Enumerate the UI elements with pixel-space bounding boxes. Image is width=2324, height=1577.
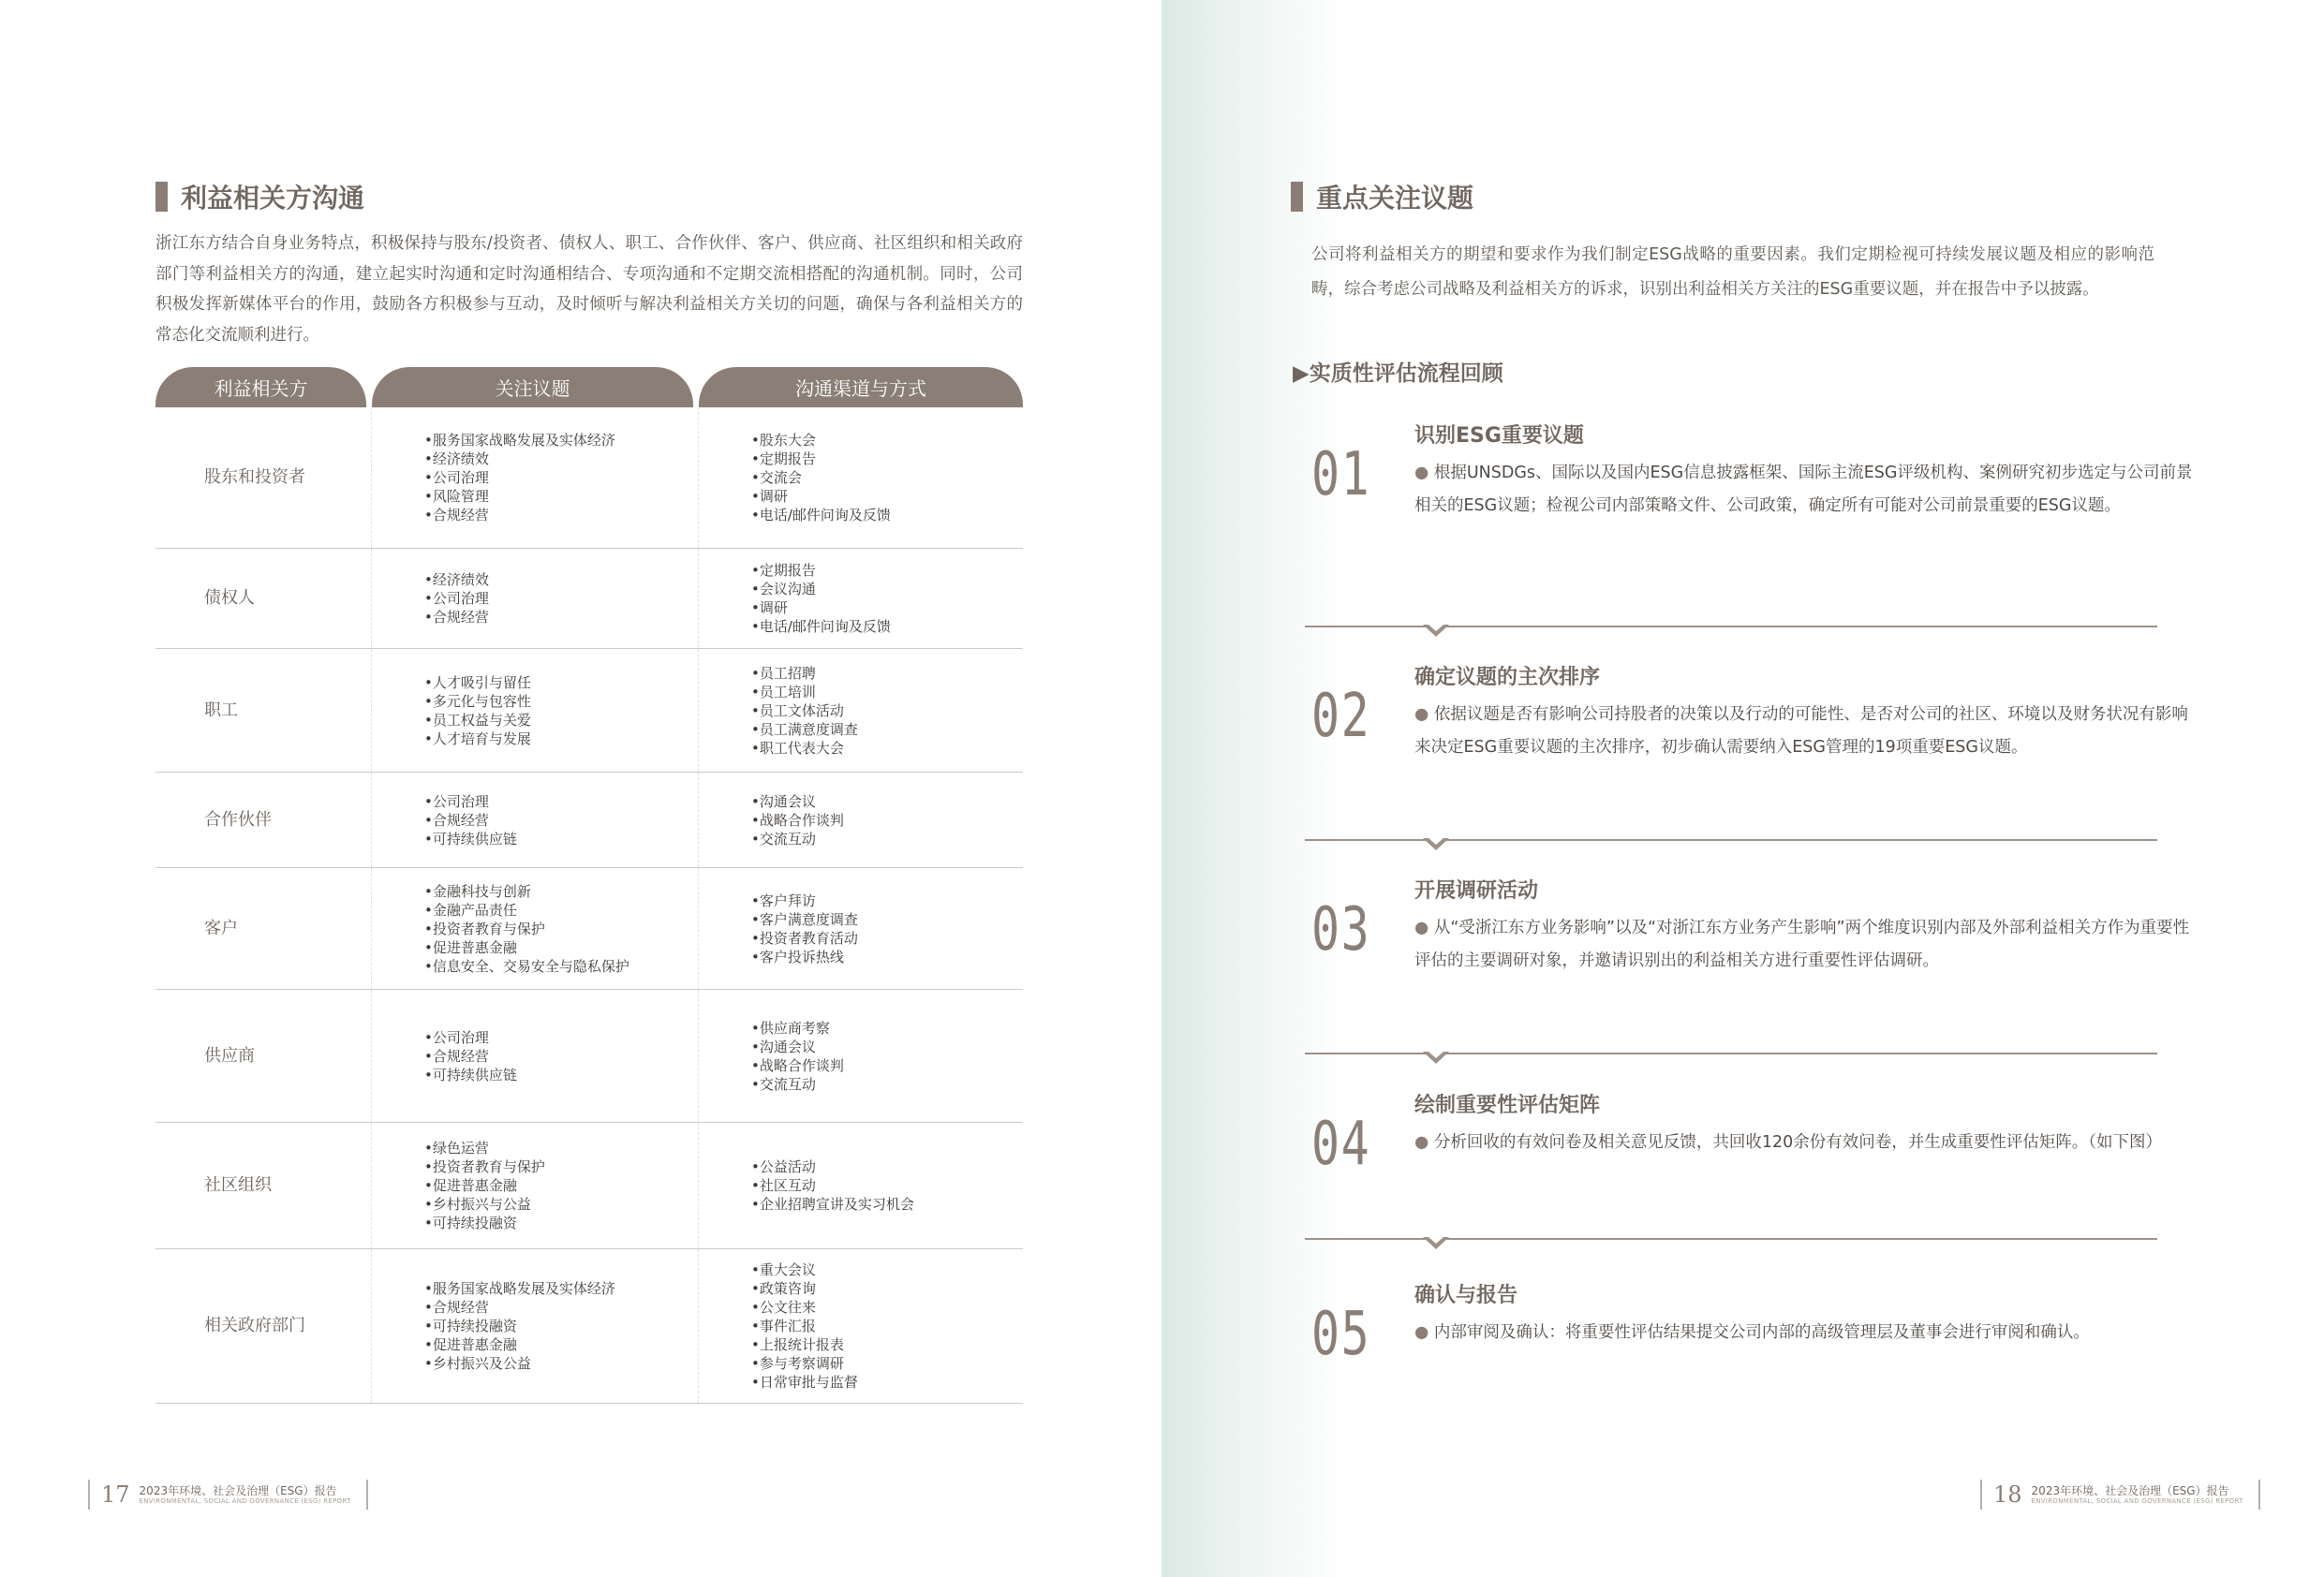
list-item: • 经济绩效: [424, 570, 489, 589]
step-description-text: 根据UNSDGs、国际以及国内ESG信息披露框架、国际主流ESG评级机构、案例研究初步选定与公司前景相关的ESG议题；检视公司内部策略文件、公司政策，确定所有可能对公司前景重要的ESG议题。: [1414, 464, 2193, 515]
page-number: 18: [1993, 1481, 2022, 1508]
list-item: • 金融科技与创新: [424, 882, 629, 901]
list-item: • 促进普惠金融: [424, 1176, 545, 1195]
stakeholder-name: 职工: [155, 649, 372, 772]
step-description-text: 内部审阅及确认：将重要性评估结果提交公司内部的高级管理层及董事会进行审阅和确认。: [1433, 1323, 2090, 1342]
step-title: 确定议题的主次排序: [1414, 666, 1601, 689]
list-item: • 多元化与包容性: [424, 692, 531, 711]
list-item: • 供应商考察: [751, 1019, 844, 1038]
left-intro: 浙江东方结合自身业务特点，积极保持与股东/投资者、债权人、职工、合作伙伴、客户、供应商、社区组织和相关政府部门等利益相关方的沟通，建立起实时沟通和定时沟通相结合、专项沟通和不定期交流相搭配的沟通机制。同时，公司积极发挥新媒体平台的作用，鼓励各方积极参与互动，及时倾听与解决利益相关方关切的问题，确保与各利益相关方的常态化交流顺利进行。: [155, 234, 1023, 345]
list-item: • 职工代表大会: [751, 739, 858, 758]
list-item: • 可持续供应链: [424, 830, 517, 848]
list-item: • 促进普惠金融: [424, 938, 629, 957]
list-item: • 公司治理: [424, 589, 489, 608]
list-item: • 公司治理: [424, 792, 517, 811]
table-body: [155, 407, 1023, 1404]
header-channels: 沟通渠道与方式: [699, 367, 1023, 407]
list-item: • 投资者教育活动: [751, 929, 858, 948]
step-number: 03: [1311, 895, 1371, 965]
channels-list: [699, 649, 1023, 772]
list-item: • 公文往来: [751, 1298, 858, 1317]
footer-title: 2023年环境、社会及治理（ESG）报告: [139, 1483, 337, 1497]
list-item: • 客户投诉热线: [751, 948, 858, 966]
step-title: 确认与报告: [1414, 1284, 1518, 1307]
list-item: • 促进普惠金融: [424, 1335, 615, 1354]
list-item: • 可持续投融资: [424, 1214, 545, 1232]
topics-list: [372, 649, 699, 772]
step-title: 识别ESG重要议题: [1414, 424, 1584, 448]
list-item: • 电话/邮件问询及反馈: [751, 506, 891, 524]
list-item: • 战略合作谈判: [751, 1056, 844, 1075]
list-item: • 人才培育与发展: [424, 730, 531, 748]
topics-list: [372, 773, 699, 867]
header-topics: 关注议题: [372, 367, 693, 407]
bullet-icon: ●: [1414, 464, 1434, 482]
list-item: • 投资者教育与保护: [424, 920, 629, 938]
topics-list: [372, 868, 699, 989]
list-item: • 信息安全、交易安全与隐私保护: [424, 957, 629, 976]
table-row: [155, 407, 1023, 549]
list-item: • 员工权益与关爱: [424, 711, 531, 730]
step-divider: [1305, 626, 2157, 627]
list-item: • 政策咨询: [751, 1279, 858, 1298]
list-item: • 定期报告: [751, 561, 891, 580]
bullet-icon: ●: [1414, 919, 1434, 937]
step-description: [1414, 912, 2201, 978]
step-number: 02: [1311, 682, 1371, 751]
list-item: • 公益活动: [751, 1157, 914, 1176]
topics-list: [372, 1123, 699, 1248]
step-description: [1414, 699, 2201, 764]
list-item: • 合规经营: [424, 1047, 517, 1066]
list-item: • 会议沟通: [751, 580, 891, 598]
table-row: [155, 549, 1023, 649]
list-item: • 乡村振兴及公益: [424, 1354, 615, 1373]
list-item: • 经济绩效: [424, 450, 615, 468]
step-number: 01: [1311, 440, 1371, 509]
topics-list: [372, 990, 699, 1122]
list-item: • 合规经营: [424, 506, 615, 524]
list-item: • 重大会议: [751, 1260, 858, 1279]
list-item: • 合规经营: [424, 608, 489, 626]
list-item: • 合规经营: [424, 811, 517, 830]
list-item: • 客户满意度调查: [751, 910, 858, 929]
list-item: • 调研: [751, 598, 891, 617]
list-item: • 日常审批与监督: [751, 1373, 858, 1392]
table-row: [155, 1123, 1023, 1249]
channels-list: [699, 868, 1023, 989]
topics-list: [372, 407, 699, 548]
footer-divider: [1980, 1480, 1982, 1510]
footer-subtitle: ENVIRONMENTAL, SOCIAL AND GOVERNANCE (ESG) REPORT: [2031, 1496, 2243, 1505]
list-item: • 参与考察调研: [751, 1354, 858, 1373]
list-item: • 员工招聘: [751, 664, 858, 683]
step-description: [1414, 457, 2201, 523]
table-row: [155, 773, 1023, 868]
list-item: • 战略合作谈判: [751, 811, 844, 830]
stakeholder-name: 社区组织: [155, 1123, 372, 1248]
title-bar-icon: [1291, 182, 1303, 212]
step-description-text: 分析回收的有效问卷及相关意见反馈，共回收120余份有效问卷，并生成重要性评估矩阵。（如下图）: [1433, 1133, 2162, 1152]
list-item: • 可持续投融资: [424, 1317, 615, 1335]
stakeholder-table: [155, 367, 1023, 1404]
list-item: • 合规经营: [424, 1298, 615, 1317]
stakeholder-name: 合作伙伴: [155, 773, 372, 867]
left-section-title: [155, 178, 364, 215]
table-header: [155, 367, 1023, 407]
footer-divider: [366, 1480, 368, 1510]
list-item: • 员工培训: [751, 683, 858, 701]
step-title: 开展调研活动: [1414, 879, 1539, 903]
list-item: • 人才吸引与留任: [424, 673, 531, 692]
list-item: • 电话/邮件问询及反馈: [751, 617, 891, 636]
list-item: • 金融产品责任: [424, 901, 629, 920]
list-item: • 社区互动: [751, 1176, 914, 1195]
stakeholder-name: 相关政府部门: [155, 1249, 372, 1403]
step-title: 绘制重要性评估矩阵: [1414, 1094, 1601, 1117]
footer-subtitle: ENVIRONMENTAL, SOCIAL AND GOVERNANCE (ESG) REPORT: [139, 1496, 351, 1505]
topics-list: [372, 549, 699, 648]
footer-divider: [2258, 1480, 2260, 1510]
step-divider: [1305, 1238, 2157, 1240]
list-item: • 交流互动: [751, 830, 844, 848]
channels-list: [699, 990, 1023, 1122]
step-number: 04: [1311, 1110, 1371, 1179]
footer-divider: [88, 1480, 90, 1510]
table-row: [155, 1249, 1023, 1404]
step-divider: [1305, 1053, 2157, 1054]
page-number: 17: [101, 1481, 130, 1508]
step-description-text: 从“受浙江东方业务影响”以及“对浙江东方业务产生影响”两个维度识别内部及外部利益相关方作为重要性评估的主要调研对象，并邀请识别出的利益相关方进行重要性评估调研。: [1414, 919, 2190, 970]
bullet-icon: ●: [1414, 1133, 1434, 1152]
channels-list: [699, 549, 1023, 648]
left-section-title-text: 利益相关方沟通: [181, 183, 365, 214]
list-item: • 服务国家战略发展及实体经济: [424, 431, 615, 450]
list-item: • 可持续供应链: [424, 1066, 517, 1084]
list-item: • 员工文体活动: [751, 701, 858, 720]
bullet-icon: ●: [1414, 1323, 1434, 1342]
list-item: • 交流互动: [751, 1075, 844, 1094]
list-item: • 服务国家战略发展及实体经济: [424, 1279, 615, 1298]
stakeholder-name: 债权人: [155, 549, 372, 648]
bullet-icon: ●: [1414, 705, 1434, 724]
table-row: [155, 868, 1023, 990]
list-item: • 沟通会议: [751, 792, 844, 811]
topics-list: [372, 1249, 699, 1403]
step-divider: [1305, 839, 2157, 841]
step-number: 05: [1311, 1300, 1371, 1369]
list-item: • 风险管理: [424, 487, 615, 506]
list-item: • 员工满意度调查: [751, 720, 858, 739]
list-item: • 客户拜访: [751, 892, 858, 910]
channels-list: [699, 407, 1023, 548]
list-item: • 定期报告: [751, 450, 891, 468]
list-item: • 股东大会: [751, 431, 891, 450]
step-description-text: 依据议题是否有影响公司持股者的决策以及行动的可能性、是否对公司的社区、环境以及财务状况有影响来决定ESG重要议题的主次排序，初步确认需要纳入ESG管理的19项重要ESG议题。: [1414, 705, 2188, 757]
table-row: [155, 990, 1023, 1123]
footer-text: [140, 1485, 351, 1505]
list-item: • 公司治理: [424, 468, 615, 487]
right-section-title: [1291, 178, 1473, 215]
stakeholder-name: 供应商: [155, 990, 372, 1122]
footer-title: 2023年环境、社会及治理（ESG）报告: [2031, 1483, 2229, 1497]
right-intro: 公司将利益相关方的期望和要求作为我们制定ESG战略的重要因素。我们定期检视可持续发展议题及相应的影响范畴，综合考虑公司战略及利益相关方的诉求，识别出利益相关方关注的ESG重要议题，并在报告中予以披露。: [1311, 245, 2154, 299]
step-description: [1414, 1317, 2201, 1349]
list-item: • 企业招聘宣讲及实习机会: [751, 1195, 914, 1214]
list-item: • 公司治理: [424, 1028, 517, 1047]
list-item: • 绿色运营: [424, 1139, 545, 1157]
list-item: • 调研: [751, 487, 891, 506]
list-item: • 沟通会议: [751, 1038, 844, 1056]
channels-list: [699, 1249, 1023, 1403]
header-stakeholder: 利益相关方: [155, 367, 366, 407]
list-item: • 乡村振兴与公益: [424, 1195, 545, 1214]
stakeholder-name: 客户: [155, 868, 372, 989]
right-section-title-text: 重点关注议题: [1316, 183, 1474, 214]
stakeholder-name: 股东和投资者: [155, 407, 372, 548]
table-row: [155, 649, 1023, 773]
list-item: • 上报统计报表: [751, 1335, 858, 1354]
footer-text: [2032, 1485, 2243, 1505]
list-item: • 交流会: [751, 468, 891, 487]
left-footer: [88, 1480, 368, 1510]
process-title: ▶实质性评估流程回顾: [1293, 361, 1503, 386]
list-item: • 投资者教育与保护: [424, 1157, 545, 1176]
channels-list: [699, 1123, 1023, 1248]
right-footer: [1980, 1480, 2260, 1510]
step-description: [1414, 1127, 2201, 1159]
channels-list: [699, 773, 1023, 867]
title-bar-icon: [155, 182, 168, 212]
list-item: • 事件汇报: [751, 1317, 858, 1335]
